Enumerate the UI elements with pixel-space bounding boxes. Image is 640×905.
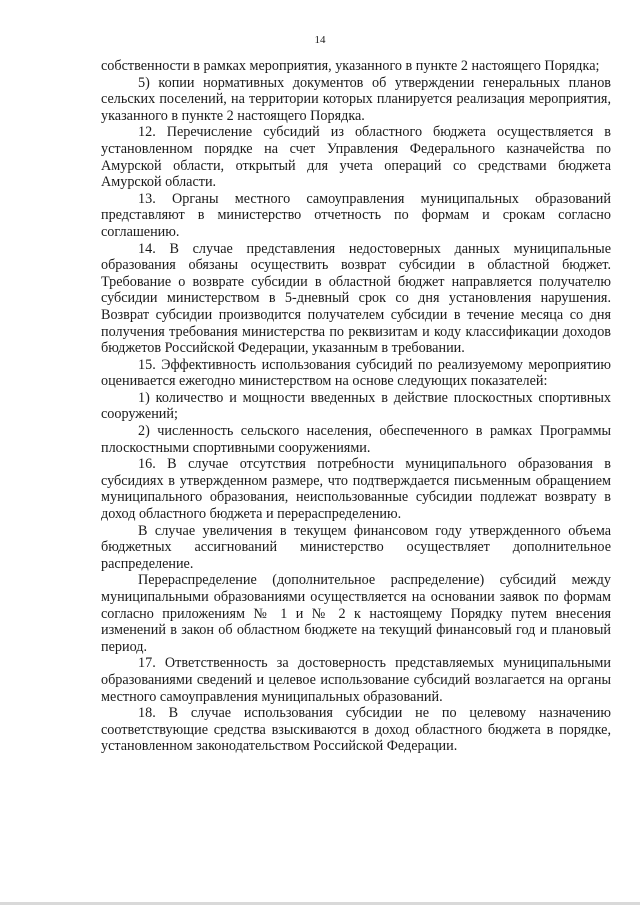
paragraph-17-responsibility: 17. Ответственность за достоверность представляемых муниципальными образованиями сведений и целевое использование субсидий возлагается на органы местного самоуправления муниципальных образований. [101,655,611,705]
paragraph-additional-distribution: В случае увеличения в текущем финансовом году утвержденного объема бюджетных ассигнований министерство осуществляет дополнительное распределение. [101,522,611,572]
paragraph-16-unused-subsidies: 16. В случае отсутствия потребности муниципального образования в субсидиях в утвержденном размере, что подтверждается письменным обращением муниципального образования, неиспользованные субсидии подлежат возврату в доход областного бюджета и перераспределению. [101,456,611,523]
paragraph-ownership-continued: собственности в рамках мероприятия, указанного в пункте 2 настоящего Порядка; [101,58,600,74]
paragraph-15-effectiveness: 15. Эффективность использования субсидий по реализуемому мероприятию оценивается ежегодно министерством на основе следующих показателей: [101,356,611,390]
paragraph-indicator-2: 2) численность сельского населения, обеспеченного в рамках Программы плоскостными спортивными сооружениями. [101,423,611,456]
paragraph-indicator-1: 1) количество и мощности введенных в действие плоскостных спортивных сооружений; [101,389,611,423]
paragraph-13-reporting: 13. Органы местного самоуправления муниципальных образований представляют в министерство отчетность по формам и срокам согласно соглашению. [101,190,611,240]
paragraph-item-5-master-plans: 5) копии нормативных документов об утверждении генеральных планов сельских поселений, на территории которых планируется реализация мероприятия, указанного в пункте 2 настоящего Порядка. [101,74,611,124]
paragraph-12-transfer-of-subsidies: 12. Перечисление субсидий из областного бюджета осуществляется в установленном порядке на счет Управления Федерального казначейства по Амурской области, открытый для учета операций со средствами бюджета Амурской области. [101,124,611,191]
paragraph-redistribution: Перераспределение (дополнительное распределение) субсидий между муниципальными образованиями осуществляется на основании заявок по формам согласно приложениям № 1 и № 2 к настоящему Порядку путем внесения изменений в закон об областном бюджете на текущий финансовый год и плановый период. [101,572,611,655]
paragraph-18-misuse: 18. В случае использования субсидии не по целевому назначению соответствующие средства взыскиваются в доход областного бюджета в порядке, установленном законодательством Российской Федерации. [101,705,611,755]
document-body [101,58,611,755]
paragraph-14-refund: 14. В случае представления недостоверных данных муниципальные образования обязаны осуществить возврат субсидии в областной бюджет. Требование о возврате субсидии в областной бюджет направляется получателю субсидии министерством в 5-дневный срок со дня установления нарушения. Возврат субсидии производится получателем субсидии в течение месяца со дня получения требования министерства по реквизитам и коду классификации доходов бюджетов Российской Федерации, указанным в требовании. [101,240,611,357]
page-number: 14 [314,34,326,46]
